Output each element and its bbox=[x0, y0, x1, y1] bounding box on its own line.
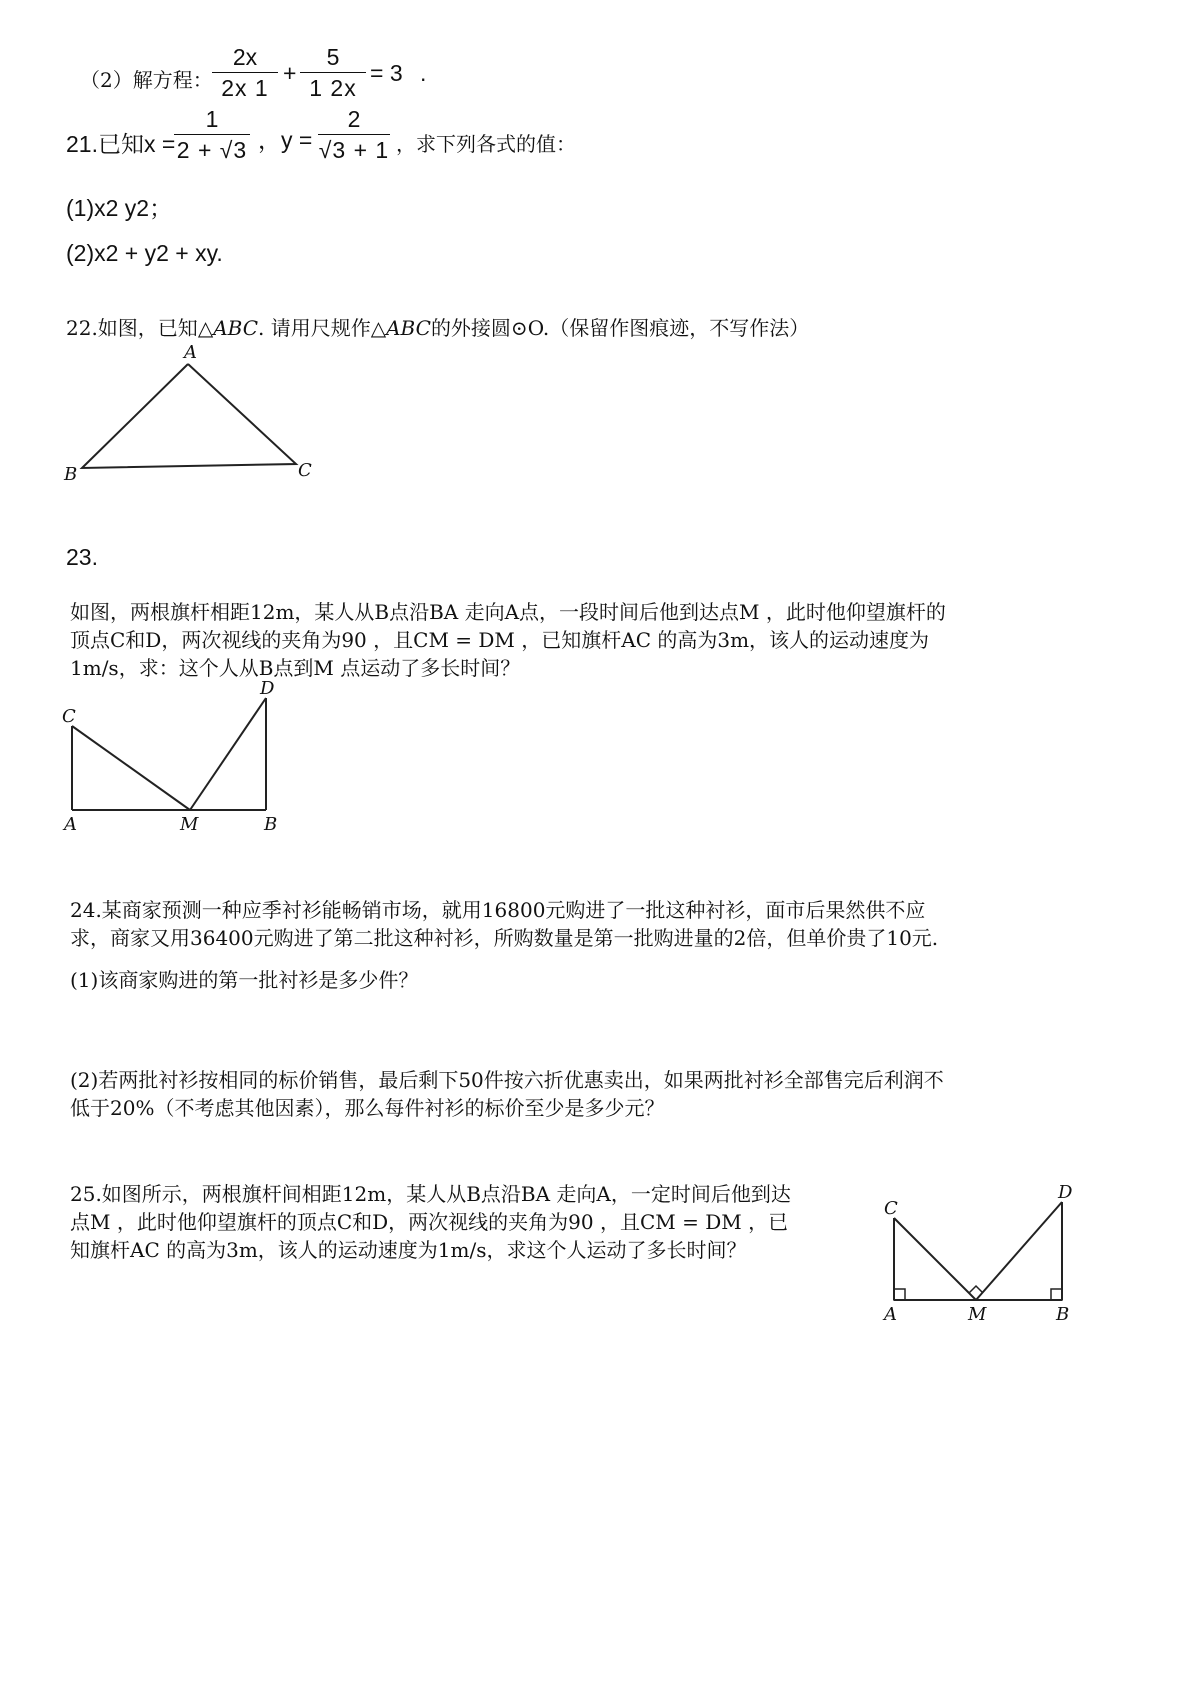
q20-fraction-2-numerator: 5 bbox=[326, 44, 340, 70]
q20-fraction-2 bbox=[300, 44, 366, 101]
q25-flagpole-figure bbox=[880, 1168, 1130, 1328]
q24-part-1: (1)该商家购进的第一批衬衫是多少件？ bbox=[70, 968, 419, 992]
q21-y-denominator: √3 + 1 bbox=[318, 137, 390, 163]
q25-line-2: 点M ，此时他仰望旗杆的顶点C和D，两次视线的夹角为90 ，且CM = DM ，已 bbox=[70, 1210, 789, 1234]
q22-text-3: 的外接圆⊙O.（保留作图痕迹，不写作法） bbox=[430, 316, 810, 340]
q20-plus-sign: + bbox=[283, 60, 297, 86]
q23-line-3: 1m/s，求：这个人从B点到M 点运动了多长时间？ bbox=[70, 656, 521, 680]
q22-triangle-ref-2: △ABC bbox=[370, 316, 431, 340]
q25-line-3: 知旗杆AC 的高为3m，该人的运动速度为1m/s，求这个人运动了多长时间？ bbox=[70, 1238, 747, 1262]
q20-fraction-1-numerator: 2x bbox=[232, 44, 258, 70]
q21-x-numerator: 1 bbox=[205, 106, 219, 132]
q25-line-1: 25.如图所示，两根旗杆间相距12m，某人从B点沿BA 走向A，一定时间后他到达 bbox=[70, 1182, 791, 1206]
q23-label-a: A bbox=[64, 814, 77, 835]
q23-line-1: 如图，两根旗杆相距12m，某人从B点沿BA 走向A点，一段时间后他到达点M ，此时他仰望旗杆的 bbox=[70, 600, 946, 624]
q20-fraction-1-denominator: 2x 1 bbox=[221, 75, 269, 101]
q23-line-2: 顶点C和D，两次视线的夹角为90 ，且CM = DM ，已知旗杆AC 的高为3m，该人的运动速度为 bbox=[70, 628, 930, 652]
q23-flagpole-figure bbox=[56, 680, 296, 840]
q23-label-c: C bbox=[62, 706, 76, 727]
q20-period: . bbox=[420, 60, 427, 86]
q21-x-fraction bbox=[174, 106, 250, 163]
q22-triangle-figure bbox=[60, 340, 330, 490]
q25-label-d: D bbox=[1058, 1182, 1073, 1203]
q21-tail: ，求下列各式的值： bbox=[396, 132, 576, 156]
q20-2-label: （2）解方程： bbox=[80, 68, 213, 92]
q23-number: 23. bbox=[66, 544, 98, 570]
q22-label-a: A bbox=[184, 342, 197, 363]
q23-label-d: D bbox=[260, 680, 275, 699]
q21-x-denominator: 2 + √3 bbox=[176, 137, 248, 163]
q20-fraction-2-denominator: 1 2x bbox=[309, 75, 357, 101]
q20-fraction-1 bbox=[212, 44, 278, 101]
q21-y-lead: ，y = bbox=[258, 127, 313, 153]
q21-part-2: (2)x2 + y2 + xy. bbox=[66, 240, 223, 266]
q21-lead-text: 21.已知x = bbox=[66, 131, 176, 157]
q22-triangle-ref-1: △ABC bbox=[197, 316, 259, 340]
q25-label-c: C bbox=[884, 1198, 898, 1219]
q21-y-numerator: 2 bbox=[347, 106, 361, 132]
q25-label-a: A bbox=[884, 1304, 897, 1325]
q22-label-b: B bbox=[64, 464, 78, 485]
q20-equals-three: = 3 bbox=[370, 60, 403, 86]
q21-y-fraction bbox=[318, 106, 390, 163]
q23-label-m: M bbox=[180, 814, 199, 835]
q24-line-2: 求，商家又用36400元购进了第二批这种衬衫，所购数量是第一批购进量的2倍，但单价贵了10元. bbox=[70, 926, 939, 950]
q21-lead bbox=[66, 126, 175, 159]
q21-part-1: (1)x2 y2； bbox=[66, 195, 173, 221]
q24-part-2-line-1: (2)若两批衬衫按相同的标价销售，最后剩下50件按六折优惠卖出，如果两批衬衫全部售完后利润不 bbox=[70, 1068, 944, 1092]
q22-text-2: . 请用尺规作 bbox=[258, 316, 371, 340]
q22-statement bbox=[66, 312, 809, 341]
q25-label-b: B bbox=[1056, 1304, 1070, 1325]
q22-label-c: C bbox=[298, 460, 312, 481]
q22-text-1: 22.如图，已知 bbox=[66, 316, 198, 340]
q23-label-b: B bbox=[264, 814, 278, 835]
q24-part-2-line-2: 低于20%（不考虑其他因素），那么每件衬衫的标价至少是多少元？ bbox=[70, 1096, 665, 1120]
q25-label-m: M bbox=[968, 1304, 987, 1325]
q24-line-1: 24.某商家预测一种应季衬衫能畅销市场，就用16800元购进了一批这种衬衫，面市后果然供不应 bbox=[70, 898, 926, 922]
